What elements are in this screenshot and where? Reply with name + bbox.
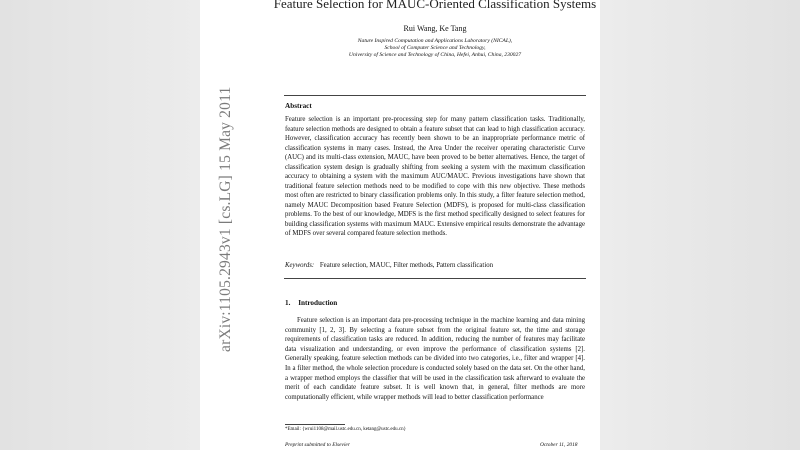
preprint-note: Preprint submitted to Elsevier [285,442,350,448]
abstract-top-rule [284,95,586,96]
section-title: Introduction [298,299,338,307]
section-number: 1. [285,299,291,307]
right-margin [600,0,800,450]
keywords-label: Keywords: [285,262,315,269]
affiliation-line: School of Computer Science and Technology, [384,45,486,52]
paper-authors: Rui Wang, Ke Tang [403,24,467,33]
keywords [285,262,585,269]
arxiv-stamp: arXiv:1105.2943v1 [cs.LG] 15 May 2011 [217,86,234,352]
keywords-list: Feature selection, MAUC, Filter methods, Pattern classification [319,262,494,269]
footnote-rule [285,424,345,425]
introduction-body: Feature selection is an important data pre-processing technique in the machine learning and data mining community [1, 2, 3]. By selecting a feature subset from the original feature set, the time and storage requirements of classification tasks are reduced. In addition, reducing the number of features may facilitate data visualization and understanding, or even improve the performance of classification systems [2]. Generally speaking, feature selection methods can be divided into two categories, i.e., filter and wrapper [4]. In a filter method, the whole selection procedure is conducted solely based on the data set. On the other hand, a wrapper method employs the classifier that will be used in the classification task afterward to evaluate the merit of each candidate feature subset. It is well known that, in general, filter methods are more computationally efficient, while wrapper methods will lead to better classification performance [285,317,585,401]
section-heading [285,299,343,307]
preprint-date: October 11, 2018 [540,442,578,448]
footnote: *Email: {wrui1108@mail.ustc.edu.cn, ketang@ustc.edu.cn} [285,427,407,432]
abstract-body: Feature selection is an important pre-processing step for many pattern classification tasks. Traditionally, feature selection methods are designed to obtain a feature subset that can lead to high classification accuracy. However, classification accuracy has recently been shown to be an inappropriate performance metric of classification systems in many cases. Instead, the Area Under the receiver operating characteristic Curve (AUC) and its multi-class extension, MAUC, have been proved to be better alternatives. Hence, the target of classification system design is gradually shifting from seeking a system with the maximum classification accuracy to obtaining a system with the maximum AUC/MAUC. Previous investigations have shown that traditional feature selection methods need to be modified to cope with this new objective. These methods most often are restricted to binary classification problems only. In this study, a filter feature selection method, namely MAUC Decomposition based Feature Selection (MDFS), is proposed for multi-class classification problems. To the best of our knowledge, MDFS is the first method specifically designed to select features for building classification systems with maximum MAUC. Extensive empirical results demonstrate the advantage of MDFS over several compared feature selection methods. [285,116,585,237]
affiliation-line: University of Science and Technology of China, Hefei, Anhui, China, 230027 [348,52,522,59]
left-margin [0,0,200,450]
abstract-bottom-rule [284,278,586,279]
abstract-heading: Abstract [285,102,312,110]
paper-title: Feature Selection for MAUC-Oriented Classification Systems [273,0,597,11]
affiliation [200,38,670,60]
affiliation-line: Nature Inspired Computation and Applications Laboratory (NICAL), [357,38,513,44]
